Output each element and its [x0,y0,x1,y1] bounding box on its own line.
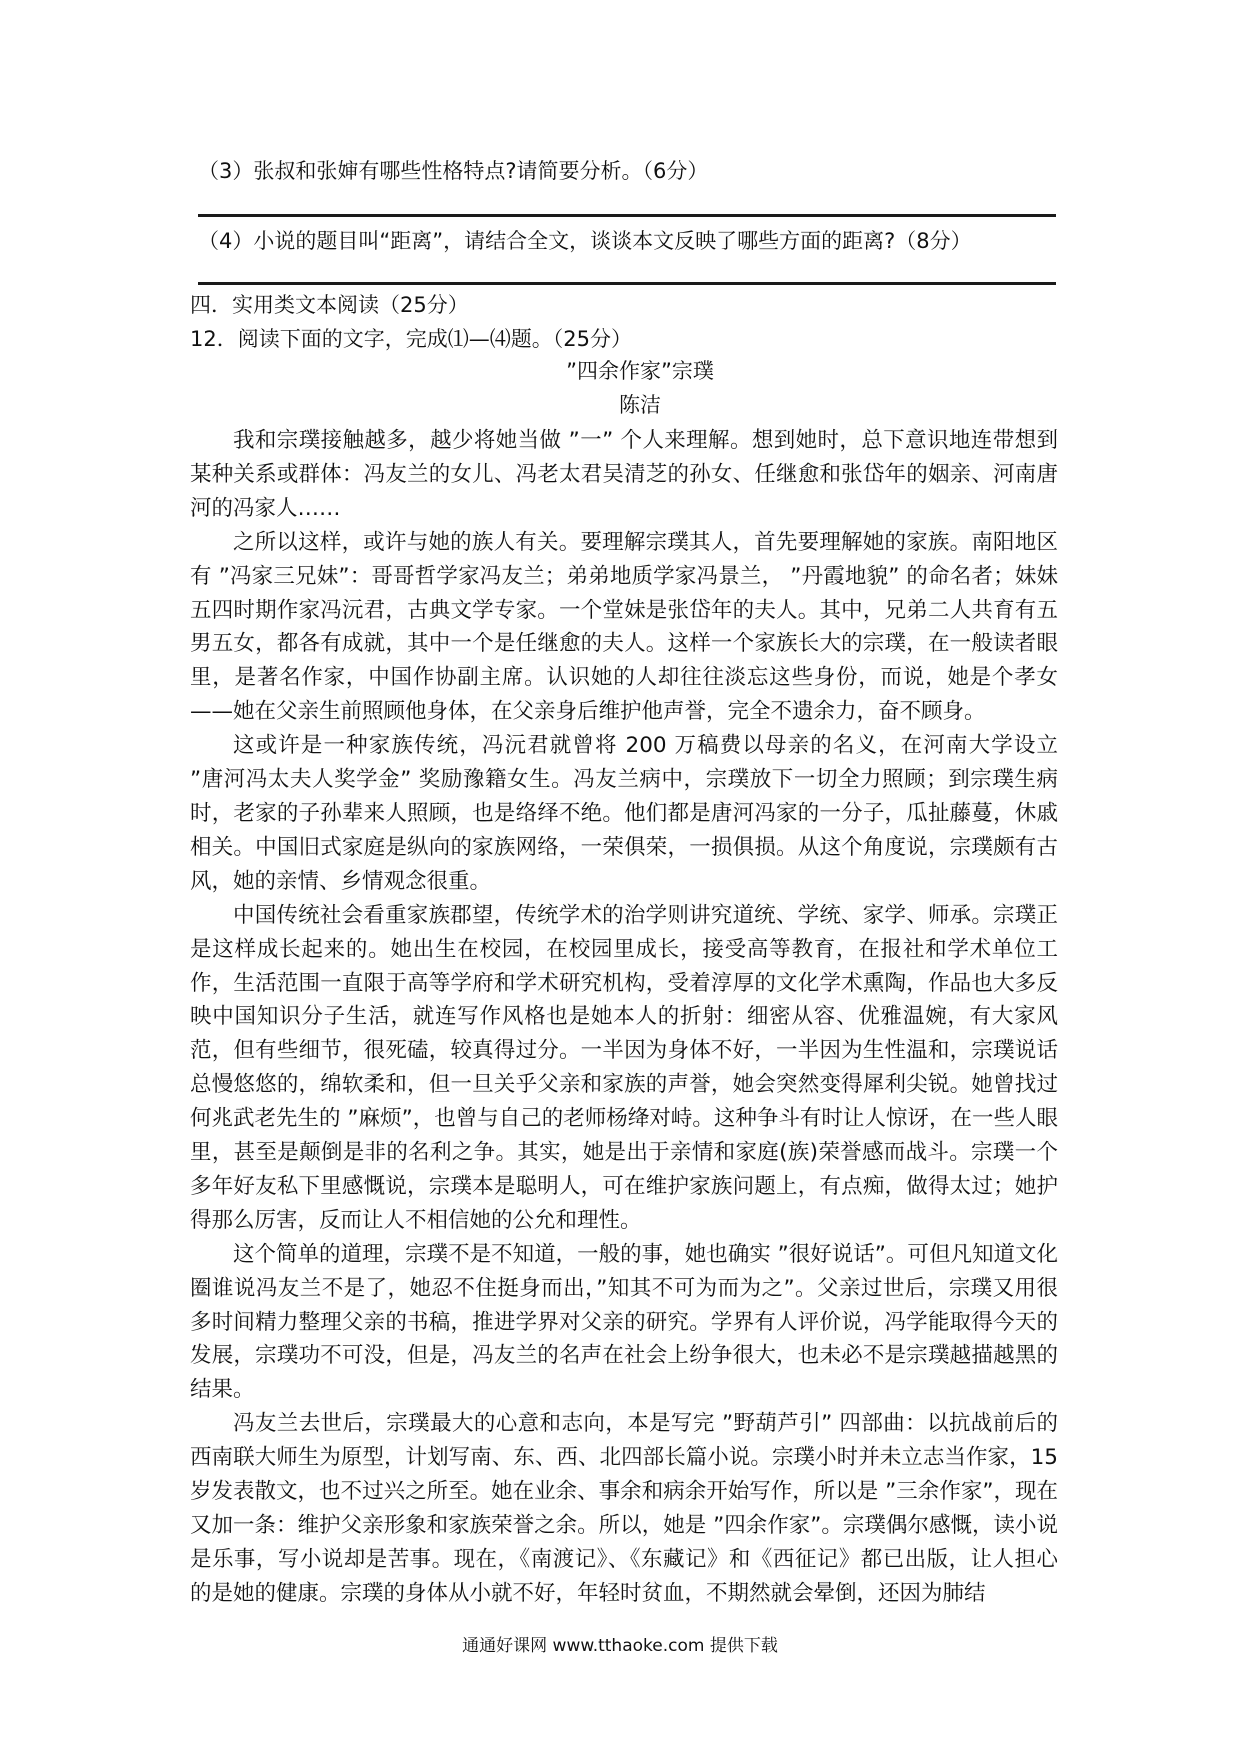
paragraph: 我和宗璞接触越多，越少将她当做 ”一” 个人来理解。想到她时，总下意识地连带想到某种关系或群体：冯友兰的女儿、冯老太君吴清芝的孙女、任继愈和张岱年的姻亲、河南唐河的冯家人…… [190,428,1058,521]
page-footer: 通通好课网 www.tthaoke.com 提供下载 [462,1636,778,1656]
question-instruction: 12．阅读下面的文字，完成⑴—⑷题。（25分） [190,327,632,351]
paragraph: 这个简单的道理，宗璞不是不知道，一般的事，她也确实 ”很好说话”。可但凡知道文化圈谁说冯友兰不是了，她忍不住挺身而出，”知其不可为而为之”。父亲过世后，宗璞又用很多时间精力整理父亲的书稿，推进学界对父亲的研究。学界有人评价说，冯学能取得今天的发展，宗璞功不可没，但是，冯友兰的名声在社会上纷争很大，也未必不是宗璞越描越黑的结果。 [190,1241,1058,1403]
paragraph: 之所以这样，或许与她的族人有关。要理解宗璞其人，首先要理解她的家族。南阳地区有 ”冯家三兄妹”：哥哥哲学家冯友兰；弟弟地质学家冯景兰， ”丹霞地貌” 的命名者；妹妹五四时期作家冯沅君，古典文学专家。一个堂妹是张岱年的夫人。其中，兄弟二人共育有五男五女，都各有成就，其中一个是任继愈的夫人。这样一个家族长大的宗璞，在一般读者眼里，是著名作家，中国作协副主席。认识她的人却往往淡忘这些身份，而说，她是个孝女——她在父亲生前照顾他身体，在父亲身后维护他声誉，完全不遗余力，奋不顾身。 [190,529,1058,725]
paragraph: 中国传统社会看重家族郡望，传统学术的治学则讲究道统、学统、家学、师承。宗璞正是这样成长起来的。她出生在校园，在校园里成长，接受高等教育，在报社和学术单位工作，生活范围一直限于高等学府和学术研究机构，受着淳厚的文化学术熏陶，作品也大多反映中国知识分子生活，就连写作风格也是她本人的折射：细密从容、优雅温婉，有大家风范，但有些细节，很死磕，较真得过分。一半因为身体不好，一半因为生性温和，宗璞说话总慢悠悠的，绵软柔和，但一旦关乎父亲和家族的声誉，她会突然变得犀利尖锐。她曾找过何兆武老先生的 ”麻烦”，也曾与自己的老师杨绛对峙。这种争斗有时让人惊讶，在一些人眼里，甚至是颠倒是非的名利之争。其实，她是出于亲情和家庭(族)荣誉感而战斗。宗璞一个多年好友私下里感慨说，宗璞本是聪明人，可在维护家族问题上，有点痴，做得太过；她护得那么厉害，反而让人不相信她的公允和理性。 [190,902,1058,1233]
answer-line [198,214,1056,217]
article-body [190,424,1058,1611]
paragraph: 这或许是一种家族传统，冯沅君就曾将 200 万稿费以母亲的名义，在河南大学设立 ”唐河冯太夫人奖学金” 奖励豫籍女生。冯友兰病中，宗璞放下一切全力照顾；到宗璞生病时，老家的子孙辈来人照顾，也是络绎不绝。他们都是唐河冯家的一分子，瓜扯藤蔓，休戚相关。中国旧式家庭是纵向的家族网络，一荣俱荣，一损俱损。从这个角度说，宗璞颇有古风，她的亲情、乡情观念很重。 [190,733,1058,894]
paragraph: 冯友兰去世后，宗璞最大的心意和志向，本是写完 ”野葫芦引” 四部曲：以抗战前后的西南联大师生为原型，计划写南、东、西、北四部长篇小说。宗璞小时并未立志当作家，15 岁发表散文，也不过兴之所至。她在业余、事余和病余开始写作，所以是 ”三余作家”，现在又加一条：维护父亲形象和家族荣誉之余。所以，她是 ”四余作家”。宗璞偶尔感慨，读小说是乐事，写小说却是苦事。现在，《南渡记》、《东藏记》和《西征记》都已出版，让人担心的是她的健康。宗璞的身体从小就不好，年轻时贫血，不期然就会晕倒，还因为肺结 [190,1411,1058,1606]
article-author: 陈洁 [619,393,661,417]
article-title: ”四余作家”宗璞 [566,359,714,383]
question-4: （4）小说的题目叫“距离”，请结合全文，谈谈本文反映了哪些方面的距离?（8分） [198,229,972,253]
section-heading: 四．实用类文本阅读（25分） [190,293,469,317]
question-3: （3）张叔和张婶有哪些性格特点?请简要分析。（6分） [198,159,709,183]
answer-line [198,282,1056,285]
